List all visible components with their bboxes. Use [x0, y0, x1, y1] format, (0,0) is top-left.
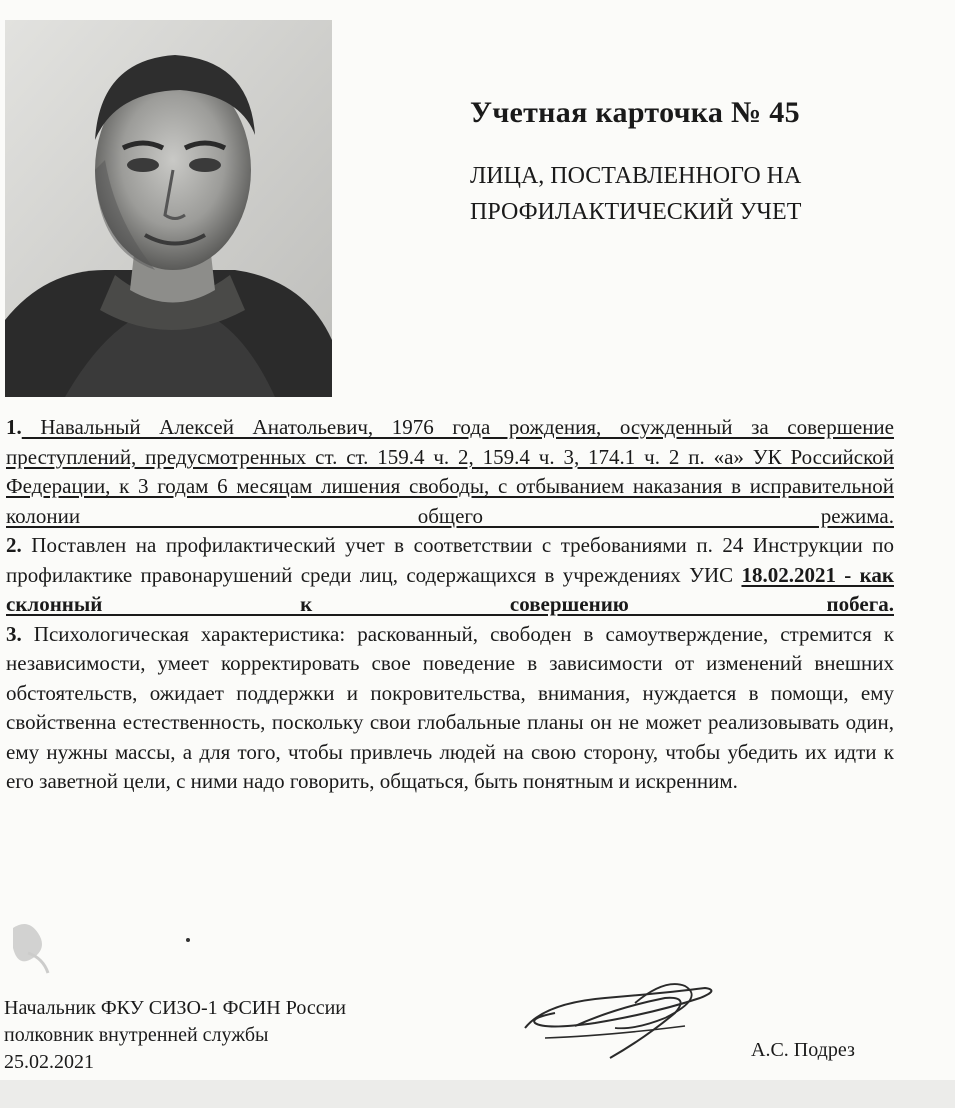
bottom-strip: [0, 1080, 955, 1108]
signatory-block: [4, 995, 484, 1076]
signatory-date: 25.02.2021: [4, 1051, 94, 1073]
card-subtitle-line-2: ПРОФИЛАКТИЧЕСКИЙ УЧЕТ: [470, 199, 802, 225]
section-1-number: 1.: [6, 415, 22, 439]
section-2: [6, 531, 894, 620]
card-subtitle-line-1: ЛИЦА, ПОСТАВЛЕННОГО НА: [470, 163, 802, 189]
card-subtitle: [470, 158, 890, 230]
card-body: [6, 413, 894, 797]
section-3-text: Психологическая характеристика: раскованный, свободен в самоутверждение, стремится к независимости, умеет корректировать свое поведение в зависимости от изменений внешних обстоятельств, ожидает поддержки и покровительства, внимания, нуждается в помощи, ему свойственна естественность, поскольку свои глобальные планы он не может реализовывать один, ему нужны массы, а для того, чтобы привлечь людей на свою сторону, чтобы убедить их идти к его заветной цели, с ними надо говорить, общаться, быть понятным и искренним.: [6, 621, 894, 793]
smudge-mark: [8, 918, 58, 978]
signatory-rank: полковник внутренней службы: [4, 1024, 269, 1046]
section-2-highlight: 18.02.2021 - как склонный к совершению побега.: [6, 562, 894, 616]
ink-dot: [186, 938, 190, 942]
card-title: Учетная карточка № 45: [470, 96, 800, 129]
portrait-photo: [5, 20, 332, 397]
section-2-number: 2.: [6, 533, 22, 557]
handwritten-signature: [515, 968, 735, 1078]
section-2-text: Поставлен на профилактический учет в соответствии с требованиями п. 24 Инструкции по профилактике правонарушений среди лиц, содержащихся в учреждениях УИС: [6, 533, 894, 587]
signatory-position: Начальник ФКУ СИЗО-1 ФСИН России: [4, 997, 346, 1019]
section-3-number: 3.: [6, 621, 22, 646]
section-1: [6, 413, 894, 531]
signatory-name: А.С. Подрез: [751, 1039, 855, 1061]
section-1-text: Навальный Алексей Анатольевич, 1976 года рождения, осужденный за совершение преступлений, предусмотренных ст. ст. 159.4 ч. 2, 159.4 ч. 3, 174.1 ч. 2 п. «а» УК Российской Федерации, к 3 годам 6 месяцам лишения свободы, с отбыванием наказания в исправительной колонии общего режима.: [6, 415, 894, 528]
portrait-photo-drawing: [5, 20, 332, 397]
section-3: [6, 620, 894, 797]
